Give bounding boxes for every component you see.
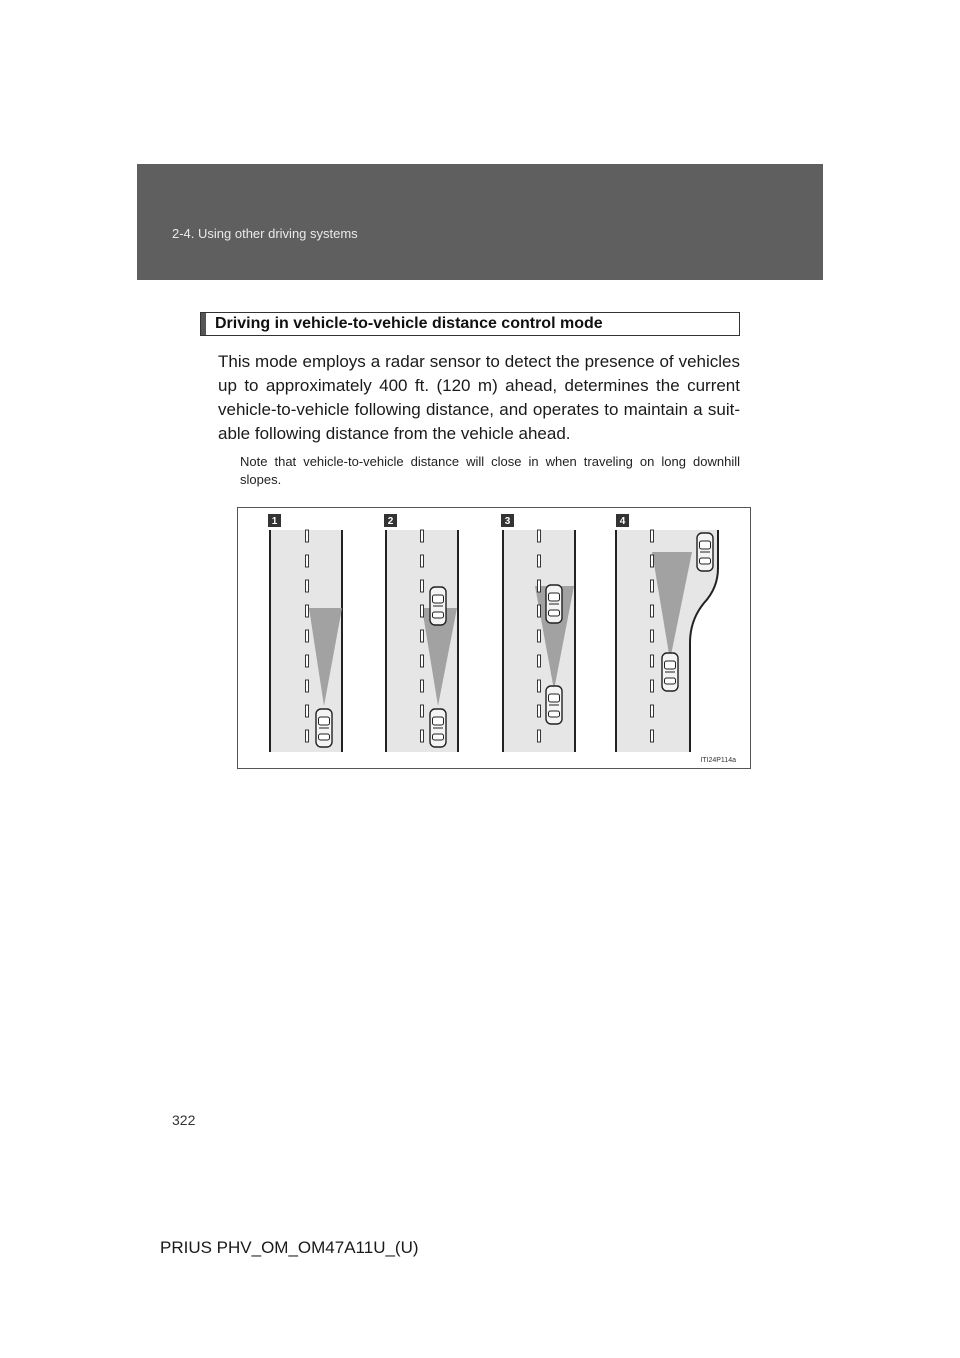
- lane-dash-2-147: [421, 655, 424, 667]
- lane-dash-1-72: [306, 580, 309, 592]
- lane-dash-4-22: [651, 530, 654, 542]
- lane-dash-2-97: [421, 605, 424, 617]
- panel-number-2: 2: [387, 516, 394, 527]
- lane-dash-2-72: [421, 580, 424, 592]
- lane-dash-1-122: [306, 630, 309, 642]
- car-rear-window-6: [700, 558, 711, 564]
- lane-dash-4-47: [651, 555, 654, 567]
- lane-dash-3-122: [538, 630, 541, 642]
- panel-number-1: 1: [271, 516, 278, 527]
- car-rear-window-7: [665, 678, 676, 684]
- lane-dash-3-172: [538, 680, 541, 692]
- lane-dash-3-147: [538, 655, 541, 667]
- car-windshield-3: [433, 717, 444, 725]
- lane-dash-2-222: [421, 730, 424, 742]
- lane-dash-2-122: [421, 630, 424, 642]
- car-rear-window-1: [319, 734, 330, 740]
- lane-dash-2-47: [421, 555, 424, 567]
- body-paragraph: This mode employs a radar sensor to detect the presence of vehicles up to approximately 400 ft. (120 m) ahead, determines the current vehicle-to-vehicle following distance, and operates to maintain a suit-able following distance from the vehicle ahead.: [218, 352, 740, 443]
- lane-dash-4-97: [651, 605, 654, 617]
- lane-dash-3-197: [538, 705, 541, 717]
- car-rear-window-4: [549, 610, 560, 616]
- figure-code: ITI24P114a: [700, 757, 736, 764]
- lane-dash-2-22: [421, 530, 424, 542]
- heading-marker: [201, 313, 206, 335]
- lane-dash-1-197: [306, 705, 309, 717]
- lane-dash-4-147: [651, 655, 654, 667]
- car-windshield-2: [433, 595, 444, 603]
- section-heading: [200, 312, 740, 336]
- car-windshield-7: [665, 661, 676, 669]
- car-windshield-4: [549, 593, 560, 601]
- lane-dash-1-147: [306, 655, 309, 667]
- lane-dash-2-172: [421, 680, 424, 692]
- radar-illustration: [237, 507, 751, 769]
- car-windshield-6: [700, 541, 711, 549]
- lane-dash-2-197: [421, 705, 424, 717]
- lane-dash-1-22: [306, 530, 309, 542]
- page-number: 322: [172, 1112, 196, 1128]
- car-rear-window-3: [433, 734, 444, 740]
- lane-dash-3-72: [538, 580, 541, 592]
- car-windshield-1: [319, 717, 330, 725]
- lane-dash-1-97: [306, 605, 309, 617]
- car-rear-window-2: [433, 612, 444, 618]
- lane-dash-1-222: [306, 730, 309, 742]
- lane-dash-3-22: [538, 530, 541, 542]
- car-windshield-5: [549, 694, 560, 702]
- lane-dash-4-72: [651, 580, 654, 592]
- car-rear-window-5: [549, 711, 560, 717]
- lane-dash-3-97: [538, 605, 541, 617]
- section-label: 2-4. Using other driving systems: [172, 226, 358, 241]
- header-band: [137, 164, 823, 280]
- lane-dash-4-122: [651, 630, 654, 642]
- illustration-canvas: [238, 508, 750, 768]
- panel-number-4: 4: [619, 516, 626, 527]
- panel-number-3: 3: [504, 516, 511, 527]
- lane-dash-4-197: [651, 705, 654, 717]
- lane-dash-3-222: [538, 730, 541, 742]
- note-paragraph: Note that vehicle-to-vehicle distance will close in when traveling on long downhill slopes.: [240, 454, 740, 487]
- lane-dash-4-172: [651, 680, 654, 692]
- lane-dash-1-47: [306, 555, 309, 567]
- lane-dash-3-47: [538, 555, 541, 567]
- document-id: PRIUS PHV_OM_OM47A11U_(U): [160, 1238, 419, 1257]
- lane-dash-1-172: [306, 680, 309, 692]
- lane-dash-4-222: [651, 730, 654, 742]
- heading-text: Driving in vehicle-to-vehicle distance control mode: [215, 315, 603, 332]
